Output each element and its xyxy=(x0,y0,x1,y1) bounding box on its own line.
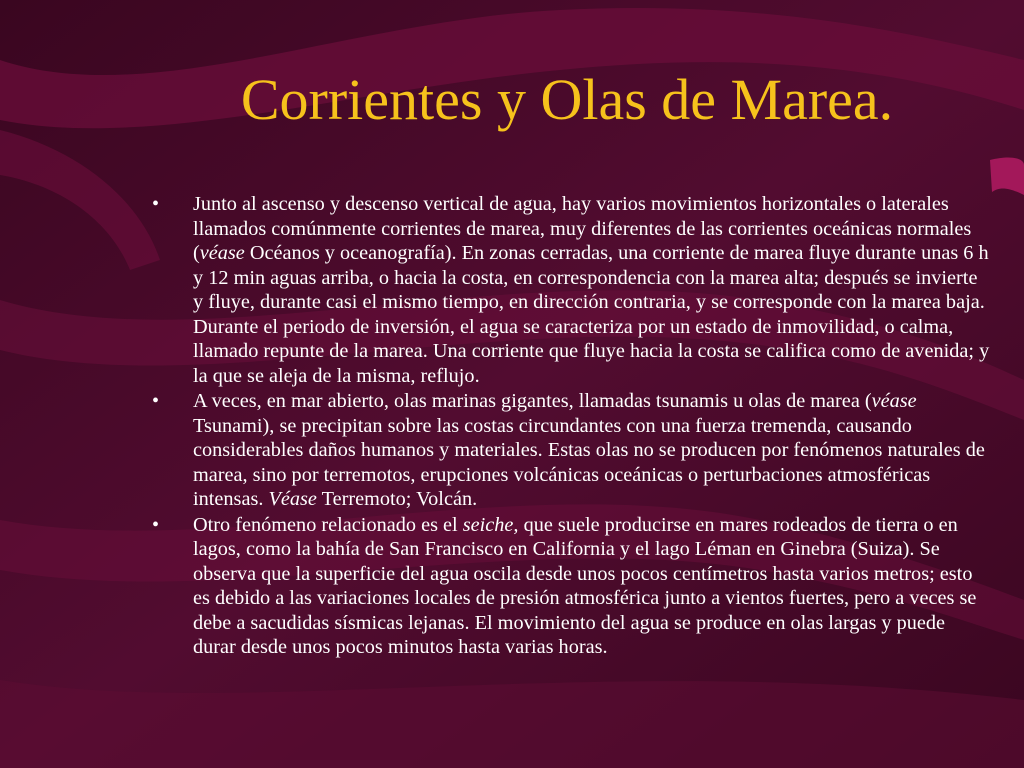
bullet-text: Terremoto; Volcán. xyxy=(316,488,478,510)
bullet-text: A veces, en mar abierto, olas marinas gigantes, llamadas tsunamis u olas de marea ( xyxy=(193,390,872,412)
bullet-text-italic: seiche, xyxy=(462,513,519,536)
bullet-dot-icon: • xyxy=(152,193,160,215)
bullet-text: Otro fenómeno relacionado es el xyxy=(193,513,463,536)
slide-title: Corrientes y Olas de Marea. xyxy=(240,67,894,132)
bullet-text: Océanos y oceanografía). En zonas cerradas, una corriente de marea fluye durante unas 6 h y 12 min aguas arriba, o hacia la costa, en correspondencia con la marea alta; después se invierte y fluye, durante casi el mismo tiempo, en dirección contraria, y se corresponde con la marea baja. Durante el periodo de inversión, el agua se caracteriza por un estado de inmovilidad, o calma, llamado repunte de la marea. Una corriente que fluye hacia la costa se califica como de avenida; y la que se aleja de la misma, reflujo. xyxy=(193,242,990,387)
bullet-text-italic: véase xyxy=(199,242,245,264)
bullet-text: que suele producirse en mares rodeados de tierra o en lagos, como la bahía de San Francisco en California y el lago Léman en Ginebra (Suiza). Se observa que la superficie del agua oscila desde unos pocos centímetros hasta varios metros; esto es debido a las variaciones locales de presión atmosférica junto a vientos fuertes, pero a veces se debe a sacudidas sísmicas lejanas. El movimiento del agua se produce en olas largas y puede durar desde unos pocos minutos hasta varias horas. xyxy=(193,513,977,658)
bullet-dot-icon: • xyxy=(152,390,160,412)
bullet-item xyxy=(150,192,990,388)
bullet-item xyxy=(150,513,990,660)
bullet-item xyxy=(150,389,990,512)
swoosh-bottom xyxy=(0,680,1024,768)
bullet-text: Junto al ascenso y descenso vertical de agua, hay varios movimientos horizontales o laterales llamados comúnmente corrientes de marea, muy diferentes de las corrientes oceánicas normales ( xyxy=(193,193,972,264)
bullet-text-italic: véase xyxy=(871,390,917,412)
bullet-text: Tsunami), se precipitan sobre las costas circundantes con una fuerza tremenda, causando considerables daños humanos y materiales. Estas olas no se producen por fenómenos naturales de marea, sino por terremotos, erupciones volcánicas oceánicas o perturbaciones atmosféricas intensas. xyxy=(193,414,985,510)
bullet-list xyxy=(150,192,990,661)
bullet-text-italic: Véase xyxy=(268,488,317,510)
bullet-dot-icon: • xyxy=(152,513,160,536)
